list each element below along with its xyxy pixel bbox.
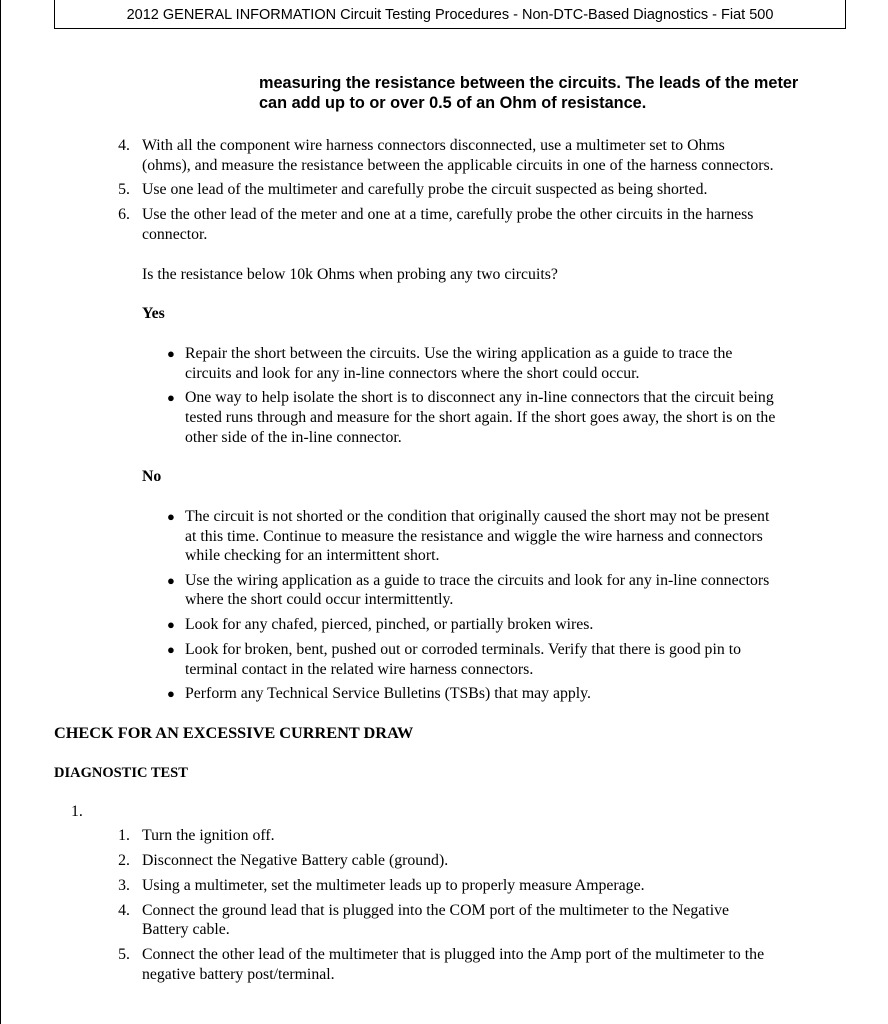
note-line: measuring the resistance between the circuits. The leads of the meter [259,74,799,92]
step-text: Battery cable. [142,921,230,938]
page-left-border [0,0,1,1024]
step-text: negative battery post/terminal. [142,966,335,983]
bullet-text: One way to help isolate the short is to disconnect any in-line connectors that the circuit being [185,389,774,406]
bullet-dot: ● [167,617,175,632]
page-header [54,0,846,29]
note-text [259,73,859,113]
step-number: 2. [118,852,130,869]
header-title: 2012 GENERAL INFORMATION Circuit Testing Procedures - Non-DTC-Based Diagnostics - Fiat 500 [126,7,774,23]
bullet-text: The circuit is not shorted or the condition that originally caused the short may not be present [185,508,770,525]
bullet-dot: ● [167,642,175,657]
step-number: 5. [118,181,130,198]
bullet-text: Look for any chafed, pierced, pinched, or partially broken wires. [185,616,594,633]
step-text: Connect the ground lead that is plugged into the COM port of the multimeter to the Negative [142,902,729,919]
step-text: connector. [142,226,208,243]
bullet-dot: ● [167,509,175,524]
bullet-text: while checking for an intermittent short. [185,547,440,564]
section-subheading: DIAGNOSTIC TEST [54,765,188,781]
bullet-text: Repair the short between the circuits. Use the wiring application as a guide to trace the [185,345,733,362]
step-text: Using a multimeter, set the multimeter leads up to properly measure Amperage. [142,877,645,894]
bullet-text: Look for broken, bent, pushed out or corroded terminals. Verify that there is good pin to [185,641,741,658]
bullet-text: tested runs through and measure for the short again. If the short goes away, the short is on the [185,409,776,426]
outer-step-number: 1. [71,803,83,820]
step-text: (ohms), and measure the resistance between the applicable circuits in one of the harness connectors. [142,157,774,174]
bullet-dot: ● [167,346,175,361]
step-number: 5. [118,946,130,963]
step-number: 4. [118,137,130,154]
bullet-text: Perform any Technical Service Bulletins (TSBs) that may apply. [185,685,592,702]
step-text: Disconnect the Negative Battery cable (ground). [142,852,449,869]
no-label: No [142,468,162,485]
note-line: can add up to or over 0.5 of an Ohm of resistance. [259,94,647,112]
step-number: 4. [118,902,130,919]
bullet-dot: ● [167,573,175,588]
bullet-text: circuits and look for any in-line connectors where the short could occur. [185,365,640,382]
step-number: 1. [118,827,130,844]
step-text: Connect the other lead of the multimeter that is plugged into the Amp port of the multimeter to the [142,946,765,963]
bullet-text: at this time. Continue to measure the resistance and wiggle the wire harness and connectors [185,528,763,545]
bullet-text: terminal contact in the related wire harness connectors. [185,661,534,678]
step-text: Use the other lead of the meter and one at a time, carefully probe the other circuits in the harness [142,206,754,223]
yes-label: Yes [142,305,165,322]
step-number: 3. [118,877,130,894]
step-text: With all the component wire harness connectors disconnected, use a multimeter set to Ohms [142,137,725,154]
section-heading: CHECK FOR AN EXCESSIVE CURRENT DRAW [54,723,414,742]
question-text: Is the resistance below 10k Ohms when probing any two circuits? [142,266,558,283]
step-number: 6. [118,206,130,223]
bullet-dot: ● [167,686,175,701]
step-text: Turn the ignition off. [142,827,275,844]
bullet-text: other side of the in-line connector. [185,429,402,446]
step-text: Use one lead of the multimeter and carefully probe the circuit suspected as being shorted. [142,181,708,198]
bullet-text: Use the wiring application as a guide to trace the circuits and look for any in-line connectors [185,572,770,589]
bullet-text: where the short could occur intermittently. [185,591,454,608]
bullet-dot: ● [167,390,175,405]
